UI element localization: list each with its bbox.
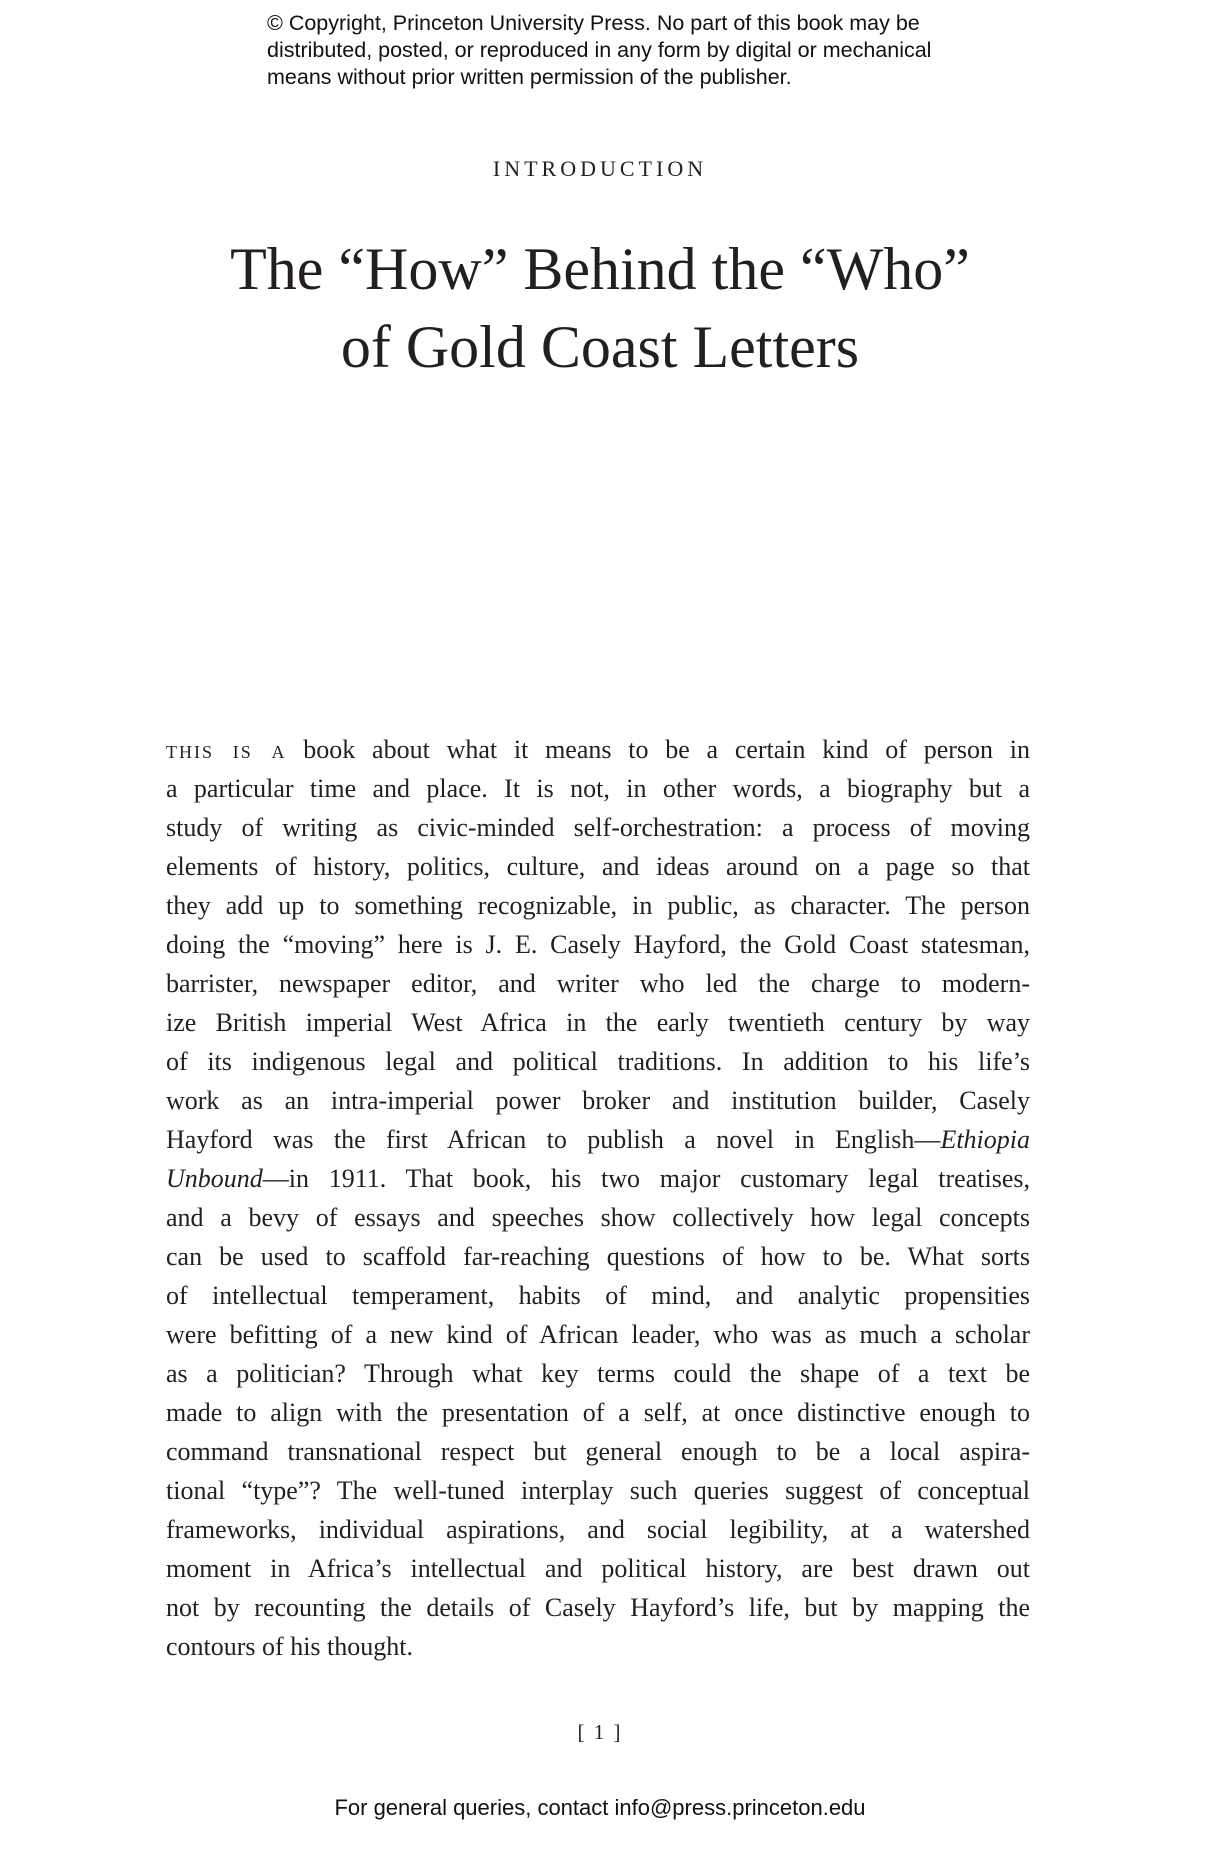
paragraph-line <box>166 730 1030 769</box>
paragraph-line: tional “type”? The well-tuned interplay such queries suggest of conceptual <box>166 1476 1030 1505</box>
paragraph-line: barrister, newspaper editor, and writer who led the charge to modern- <box>166 969 1030 998</box>
paragraph-line: work as an intra-imperial power broker and institution builder, Casely <box>166 1086 1030 1115</box>
paragraph-line: can be used to scaffold far-reaching questions of how to be. What sorts <box>166 1242 1030 1271</box>
paragraph-line: frameworks, individual aspirations, and social legibility, at a watershed <box>166 1515 1030 1544</box>
paragraph-line: command transnational respect but general enough to be a local aspira- <box>166 1437 1030 1466</box>
copyright-line: © Copyright, Princeton University Press. No part of this book may be <box>267 11 920 35</box>
paragraph-line: were befitting of a new kind of African leader, who was as much a scholar <box>166 1320 1030 1349</box>
paragraph-line <box>166 1159 1030 1198</box>
paragraph-line: not by recounting the details of Casely Hayford’s life, but by mapping the <box>166 1593 1030 1622</box>
paragraph-line-text: book about what it means to be a certain kind of person in <box>286 735 1031 764</box>
chapter-title-line: of Gold Coast Letters <box>340 314 860 380</box>
paragraph-line: made to align with the presentation of a self, at once distinctive enough to <box>166 1398 1030 1427</box>
paragraph-line: as a politician? Through what key terms could the shape of a text be <box>166 1359 1030 1388</box>
paragraph-line: elements of history, politics, culture, and ideas around on a page so that <box>166 852 1030 881</box>
paragraph-line: study of writing as civic-minded self-orchestration: a process of moving <box>166 813 1030 842</box>
paragraph-line: ize British imperial West Africa in the early twentieth century by way <box>166 1008 1030 1037</box>
copyright-notice <box>267 10 1027 91</box>
paragraph-line-text: —in 1911. That book, his two major customary legal treatises, <box>262 1164 1030 1193</box>
chapter-label: INTRODUCTION <box>492 156 708 181</box>
paragraph-line <box>166 1120 1030 1159</box>
lead-in-smallcaps: this is a <box>166 735 287 764</box>
body-paragraph <box>166 730 1030 1666</box>
paragraph-line: moment in Africa’s intellectual and political history, are best drawn out <box>166 1554 1030 1583</box>
chapter-title <box>0 230 1200 386</box>
paragraph-line: a particular time and place. It is not, in other words, a biography but a <box>166 774 1030 803</box>
paragraph-line: and a bevy of essays and speeches show collectively how legal concepts <box>166 1203 1030 1232</box>
paragraph-line: of intellectual temperament, habits of mind, and analytic propensities <box>166 1281 1030 1310</box>
book-title-italic: Ethiopia <box>940 1125 1030 1154</box>
paragraph-line: of its indigenous legal and political traditions. In addition to his life’s <box>166 1047 1030 1076</box>
copyright-line: means without prior written permission of the publisher. <box>267 65 792 89</box>
copyright-line: distributed, posted, or reproduced in any form by digital or mechanical <box>267 38 932 62</box>
chapter-title-line: The “How” Behind the “Who” <box>230 236 970 302</box>
paragraph-line-text: Hayford was the first African to publish a novel in English— <box>166 1125 941 1154</box>
paragraph-line: doing the “moving” here is J. E. Casely Hayford, the Gold Coast statesman, <box>166 930 1030 959</box>
footer-contact: For general queries, contact info@press.princeton.edu <box>334 1795 866 1820</box>
page-number: [ 1 ] <box>577 1720 623 1744</box>
book-title-italic: Unbound <box>166 1164 263 1193</box>
paragraph-line: they add up to something recognizable, in public, as character. The person <box>166 891 1030 920</box>
paragraph-line: contours of his thought. <box>166 1632 413 1661</box>
